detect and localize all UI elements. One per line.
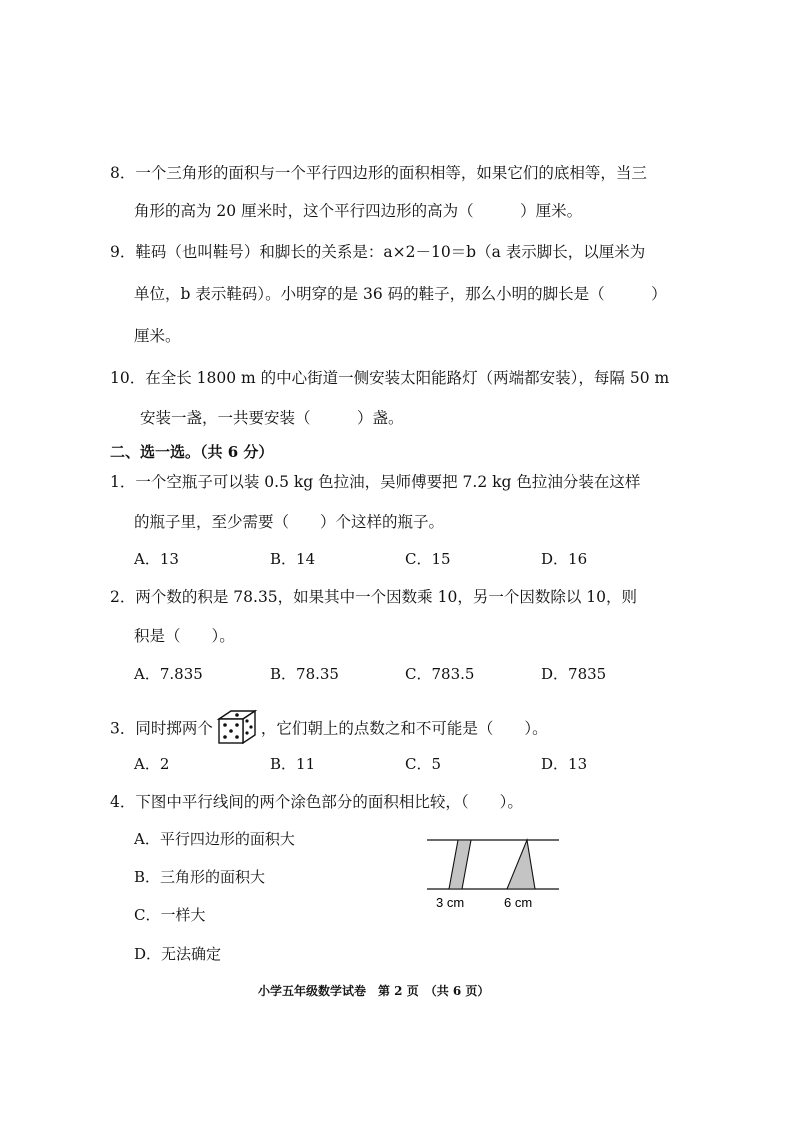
mc2-option-b: B．78.35: [270, 665, 339, 683]
mc4-option-d: D．无法确定: [134, 945, 222, 963]
mc3-text-after: ，它们朝上的点数之和不可能是（ ）。: [260, 719, 548, 738]
q9-line-2: 单位，b 表示鞋码）。小明穿的是 36 码的鞋子，那么小明的脚长是（ ）: [134, 285, 667, 303]
triangle-shape: [507, 840, 535, 889]
q10-line-2: 安装一盏，一共要安装（ ）盏。: [140, 409, 404, 427]
mc2-option-a: A．7.835: [134, 665, 203, 683]
q9-line-1: 9．鞋码（也叫鞋号）和脚长的关系是：a×2－10＝b（a 表示脚长，以厘米为: [110, 243, 646, 261]
mc3-line-1: [110, 707, 548, 752]
mc3-option-d: D．13: [541, 755, 588, 773]
mc2-option-c: C．783.5: [405, 665, 475, 683]
mc4-line-1: 4．下图中平行线间的两个涂色部分的面积相比较，（ ）。: [110, 793, 523, 811]
mc1-option-a: A．13: [134, 550, 179, 568]
page-footer: 小学五年级数学试卷 第 2 页 （共 6 页）: [258, 984, 490, 998]
mc3-option-c: C．5: [405, 755, 442, 773]
q10-line-1: 10．在全长 1800 m 的中心街道一侧安装太阳能路灯（两端都安装），每隔 50 m: [110, 369, 670, 387]
mc2-line-2: 积是（ ）。: [134, 627, 235, 645]
q8-line-1: 8．一个三角形的面积与一个平行四边形的面积相等，如果它们的底相等，当三: [110, 164, 647, 182]
mc3-text-before: 3．同时掷两个: [110, 719, 213, 738]
mc1-line-2: 的瓶子里，至少需要（ ）个这样的瓶子。: [134, 513, 445, 531]
parallelogram-shape: [449, 840, 471, 889]
mc1-option-d: D．16: [541, 550, 588, 568]
mc4-option-a: A．平行四边形的面积大: [134, 830, 295, 848]
mc2-option-d: D．7835: [541, 665, 607, 683]
mc1-option-b: B．14: [270, 550, 316, 568]
mc1-option-c: C．15: [405, 550, 451, 568]
mc4-option-b: B．三角形的面积大: [134, 868, 266, 886]
mc2-line-1: 2．两个数的积是 78.35，如果其中一个因数乘 10，另一个因数除以 10，则: [110, 588, 637, 606]
dice-icon: [215, 707, 259, 752]
parallel-lines-figure: [425, 830, 565, 912]
q8-line-2: 角形的高为 20 厘米时，这个平行四边形的高为（ ）厘米。: [134, 202, 583, 220]
mc3-option-a: A．2: [134, 755, 170, 773]
q9-line-3: 厘米。: [134, 327, 181, 345]
mc4-option-c: C．一样大: [134, 906, 206, 924]
section-title: 二、选一选。（共 6 分）: [110, 443, 274, 461]
mc3-option-b: B．11: [270, 755, 316, 773]
label-6cm: 6 cm: [504, 895, 533, 910]
label-3cm: 3 cm: [436, 895, 465, 910]
mc1-line-1: 1．一个空瓶子可以装 0.5 kg 色拉油，吴师傅要把 7.2 kg 色拉油分装在这样: [110, 473, 641, 491]
